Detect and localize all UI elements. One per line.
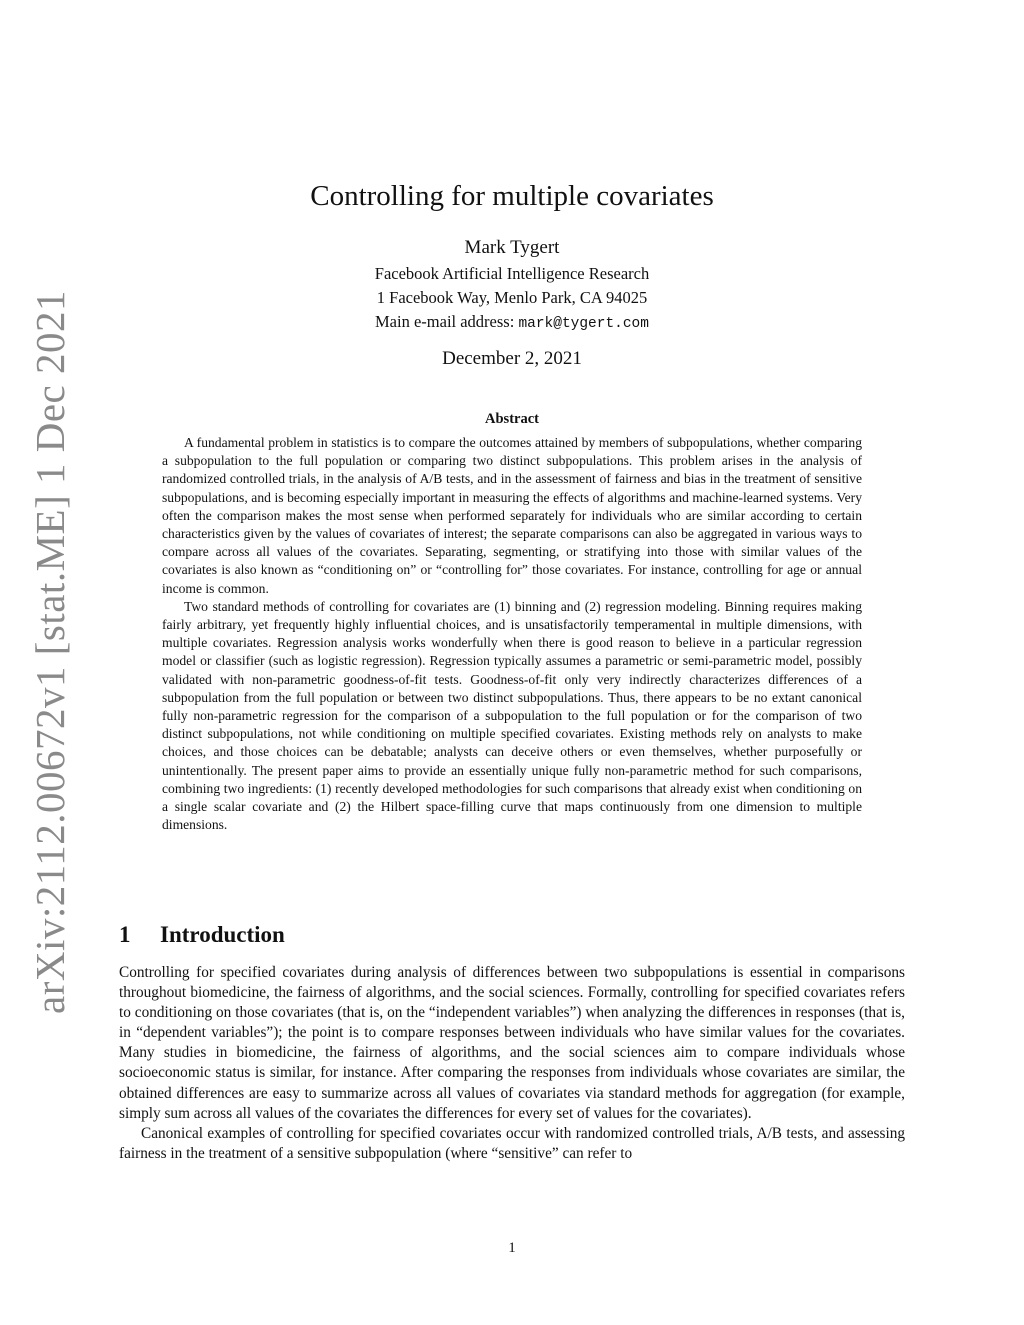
- paper-title: Controlling for multiple covariates: [310, 180, 714, 212]
- section-body: [119, 963, 905, 1164]
- page-number: 1: [508, 1240, 516, 1256]
- affiliation-address: 1 Facebook Way, Menlo Park, CA 94025: [376, 288, 648, 307]
- body-paragraph: Canonical examples of controlling for specified covariates occur with randomized controlled trials, A/B tests, and assessing fairness in the treatment of a sensitive subpopulation (where “sensitive” can refer to: [119, 1124, 905, 1162]
- abstract-paragraph: A fundamental problem in statistics is to compare the outcomes attained by members of subpopulations, whether comparing a subpopulation to the full population or comparing two distinct subpopulations. This problem arises in the analysis of randomized controlled trials, in the analysis of A/B tests, and in the assessment of fairness and bias in the treatment of sensitive subpopulations, and is becoming especially important in measuring the effects of algorithms and machine-learned systems. Very often the comparison makes the most sense when performed separately for individuals who are similar according to certain characteristics given by the values of covariates of interest; the separate comparisons can also be aggregated in various ways to compare across all values of the covariates. Separating, segmenting, or stratifying into those with similar values of the covariates is also known as “conditioning on” or “controlling for” those covariates. For instance, controlling for age or annual income is common.: [162, 435, 862, 596]
- email-label: Main e-mail address:: [375, 312, 519, 331]
- publication-date: December 2, 2021: [442, 348, 582, 369]
- contact-email-line: [0, 312, 1024, 332]
- affiliation-organization: Facebook Artificial Intelligence Research: [374, 264, 650, 283]
- abstract-body: [162, 434, 862, 834]
- section-heading: [119, 922, 285, 948]
- section-title: Introduction: [160, 922, 285, 947]
- abstract-paragraph: Two standard methods of controlling for covariates are (1) binning and (2) regression modeling. Binning requires making fairly arbitrary, yet frequently highly influential choices, and is unsatisfactorily temperamental in multiple dimensions, with multiple covariates. Regression analysis works wonderfully when there is good reason to believe in a particular regression model or classifier (such as logistic regression). Regression typically assumes a parametric or semi-parametric model, possibly validated with non-parametric goodness-of-fit tests. Goodness-of-fit only very indirectly characterizes differences of a subpopulation from the full population or between two distinct subpopulations. Thus, there appears to be no extant canonical fully non-parametric regression for the comparison of a subpopulation to the full population or for the comparison of two distinct subpopulations, not while conditioning on multiple specified covariates. Existing methods rely on analysts to make choices, and those choices can be debatable; analysts can deceive others or even themselves, whether purposefully or unintentionally. The present paper aims to provide an essentially unique fully non-parametric method for such comparisons, combining two ingredients: (1) recently developed methodologies for such comparisons that already exist when conditioning on a single scalar covariate and (2) the Hilbert space-filling curve that maps continuously from one dimension to multiple dimensions.: [162, 598, 862, 833]
- section-number: 1: [119, 922, 131, 947]
- email-address: mark@tygert.com: [518, 316, 649, 332]
- body-paragraph: Controlling for specified covariates during analysis of differences between two subpopulations is essential in comparisons throughout biomedicine, the fairness of algorithms, and the social sciences. Formally, controlling for specified covariates refers to conditioning on those covariates (that is, on the “independent variables”) when analyzing the differences in responses (that is, in “dependent variables”); the point is to compare responses between individuals who have similar values for the covariates. Many studies in biomedicine, the fairness of algorithms, and the social sciences aim to compare individuals whose socioeconomic status is similar, for instance. After comparing the responses from individuals whose covariates are similar, the obtained differences are easy to summarize across all values of covariates via standard methods for aggregation (for example, simply sum across all values of the covariates the differences for every set of values for the covariates).: [119, 964, 905, 1122]
- arxiv-identifier-stamp: arXiv:2112.00672v1 [stat.ME] 1 Dec 2021: [27, 290, 73, 1014]
- abstract-heading: Abstract: [485, 411, 539, 427]
- author-name: Mark Tygert: [464, 237, 560, 258]
